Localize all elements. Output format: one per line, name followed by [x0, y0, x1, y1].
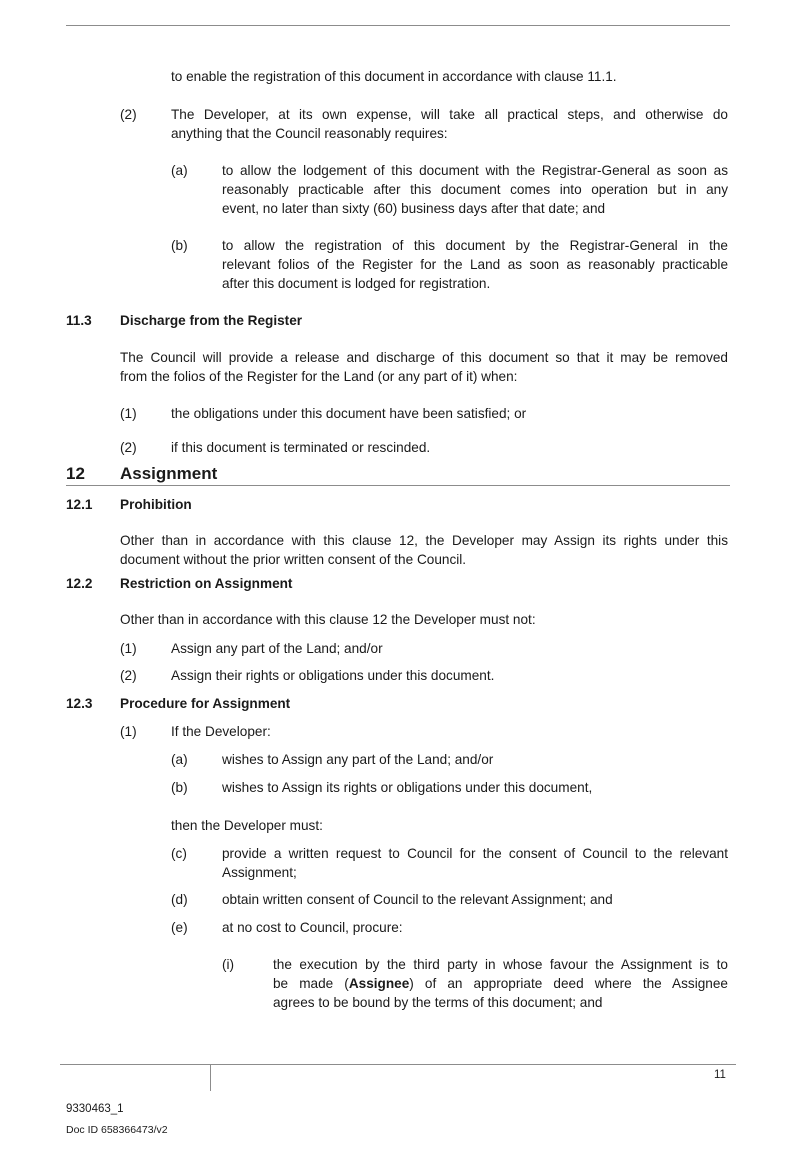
page-number: 11 [714, 1069, 726, 1081]
text-line: to allow the lodgement of this document with the Registrar-General as soon as [222, 163, 728, 178]
text-line: to allow the registration of this document by the Registrar-General in the [222, 238, 728, 253]
section-rule [66, 485, 730, 486]
clause-12-3-i-text [273, 955, 728, 1012]
clause-11-2-2-b-number: (b) [171, 238, 188, 253]
text-line: from the folios of the Register for the Land (or any part of it) when: [120, 369, 518, 384]
clause-12-3-c-text [222, 844, 728, 882]
text-line: Assignment; [222, 865, 297, 880]
text-line: Other than in accordance with this clause 12, the Developer may Assign its rights under this [120, 533, 728, 548]
text-line: the execution by the third party in whose favour the Assignment is to [273, 957, 728, 972]
clause-12-3-a-text: wishes to Assign any part of the Land; and/or [222, 752, 494, 767]
text-line: agrees to be bound by the terms of this document; and [273, 995, 603, 1010]
clause-12-2-number: 12.2 [66, 576, 93, 591]
clause-12-3-heading: Procedure for Assignment [120, 696, 291, 711]
clause-12-2-heading: Restriction on Assignment [120, 576, 293, 591]
clause-12-3-number: 12.3 [66, 696, 93, 711]
clause-12-3-d-text: obtain written consent of Council to the relevant Assignment; and [222, 892, 613, 907]
clause-12-3-b-number: (b) [171, 780, 188, 795]
clause-11-2-2-a-number: (a) [171, 163, 188, 178]
text-line: after this document is lodged for registration. [222, 276, 491, 291]
defined-term-assignee: Assignee [348, 976, 410, 991]
text-line: The Developer, at its own expense, will take all practical steps, and otherwise do [171, 107, 728, 122]
clause-12-heading: Assignment [120, 464, 218, 483]
clause-12-3-e-text: at no cost to Council, procure: [222, 920, 403, 935]
clause-11-3-item-2-number: (2) [120, 440, 137, 455]
clause-12-2-intro: Other than in accordance with this clause 12 the Developer must not: [120, 612, 536, 627]
continuation-text: to enable the registration of this document in accordance with clause 11.1. [171, 69, 617, 84]
text-line: anything that the Council reasonably requires: [171, 126, 448, 141]
clause-11-3-number: 11.3 [66, 313, 92, 328]
clause-12-2-item-2-text: Assign their rights or obligations under this document. [171, 668, 495, 683]
text-line [273, 974, 728, 993]
text-fragment: ) of an appropriate deed where the Assignee [409, 976, 728, 991]
clause-11-2-2-b-text [222, 236, 728, 293]
clause-12-1-text [120, 531, 728, 569]
text-line: reasonably practicable after this document comes into operation but in any [222, 182, 728, 197]
clause-12-1-number: 12.1 [66, 497, 93, 512]
text-line: The Council will provide a release and discharge of this document so that it may be removed [120, 350, 728, 365]
clause-12-2-item-1-number: (1) [120, 641, 137, 656]
clause-12-3-c-number: (c) [171, 846, 187, 861]
clause-11-2-2-text [171, 105, 728, 143]
clause-12-2-item-2-number: (2) [120, 668, 137, 683]
clause-12-3-i-number: (i) [222, 957, 235, 972]
clause-12-3-b-text: wishes to Assign its rights or obligations under this document, [222, 780, 593, 795]
clause-11-2-2-number: (2) [120, 107, 137, 122]
text-line: event, no later than sixty (60) business days after that date; and [222, 201, 606, 216]
clause-12-3-a-number: (a) [171, 752, 188, 767]
clause-12-1-heading: Prohibition [120, 497, 192, 512]
document-id: Doc ID 658366473/v2 [66, 1124, 168, 1136]
document-reference: 9330463_1 [66, 1103, 124, 1115]
clause-12-3-d-number: (d) [171, 892, 188, 907]
footer-rule [60, 1064, 736, 1065]
footer-divider [210, 1064, 211, 1091]
clause-11-3-item-1-number: (1) [120, 406, 137, 421]
clause-12-2-item-1-text: Assign any part of the Land; and/or [171, 641, 383, 656]
clause-11-3-item-2-text: if this document is terminated or rescinded. [171, 440, 431, 455]
header-rule [66, 25, 730, 26]
clause-12-3-then-text: then the Developer must: [171, 818, 323, 833]
text-line: document without the prior written consent of the Council. [120, 552, 467, 567]
clause-11-3-heading: Discharge from the Register [120, 313, 303, 328]
clause-11-2-2-a-text [222, 161, 728, 218]
text-fragment: be made ( [273, 976, 349, 991]
text-line: provide a written request to Council for the consent of Council to the relevant [222, 846, 728, 861]
clause-12-3-e-number: (e) [171, 920, 188, 935]
clause-12-number: 12 [66, 464, 85, 483]
text-line: relevant folios of the Register for the Land as soon as reasonably practicable [222, 257, 728, 272]
clause-12-3-item-1-number: (1) [120, 724, 137, 739]
clause-11-3-item-1-text: the obligations under this document have been satisfied; or [171, 406, 527, 421]
clause-11-3-intro [120, 348, 728, 386]
clause-12-3-item-1-text: If the Developer: [171, 724, 271, 739]
